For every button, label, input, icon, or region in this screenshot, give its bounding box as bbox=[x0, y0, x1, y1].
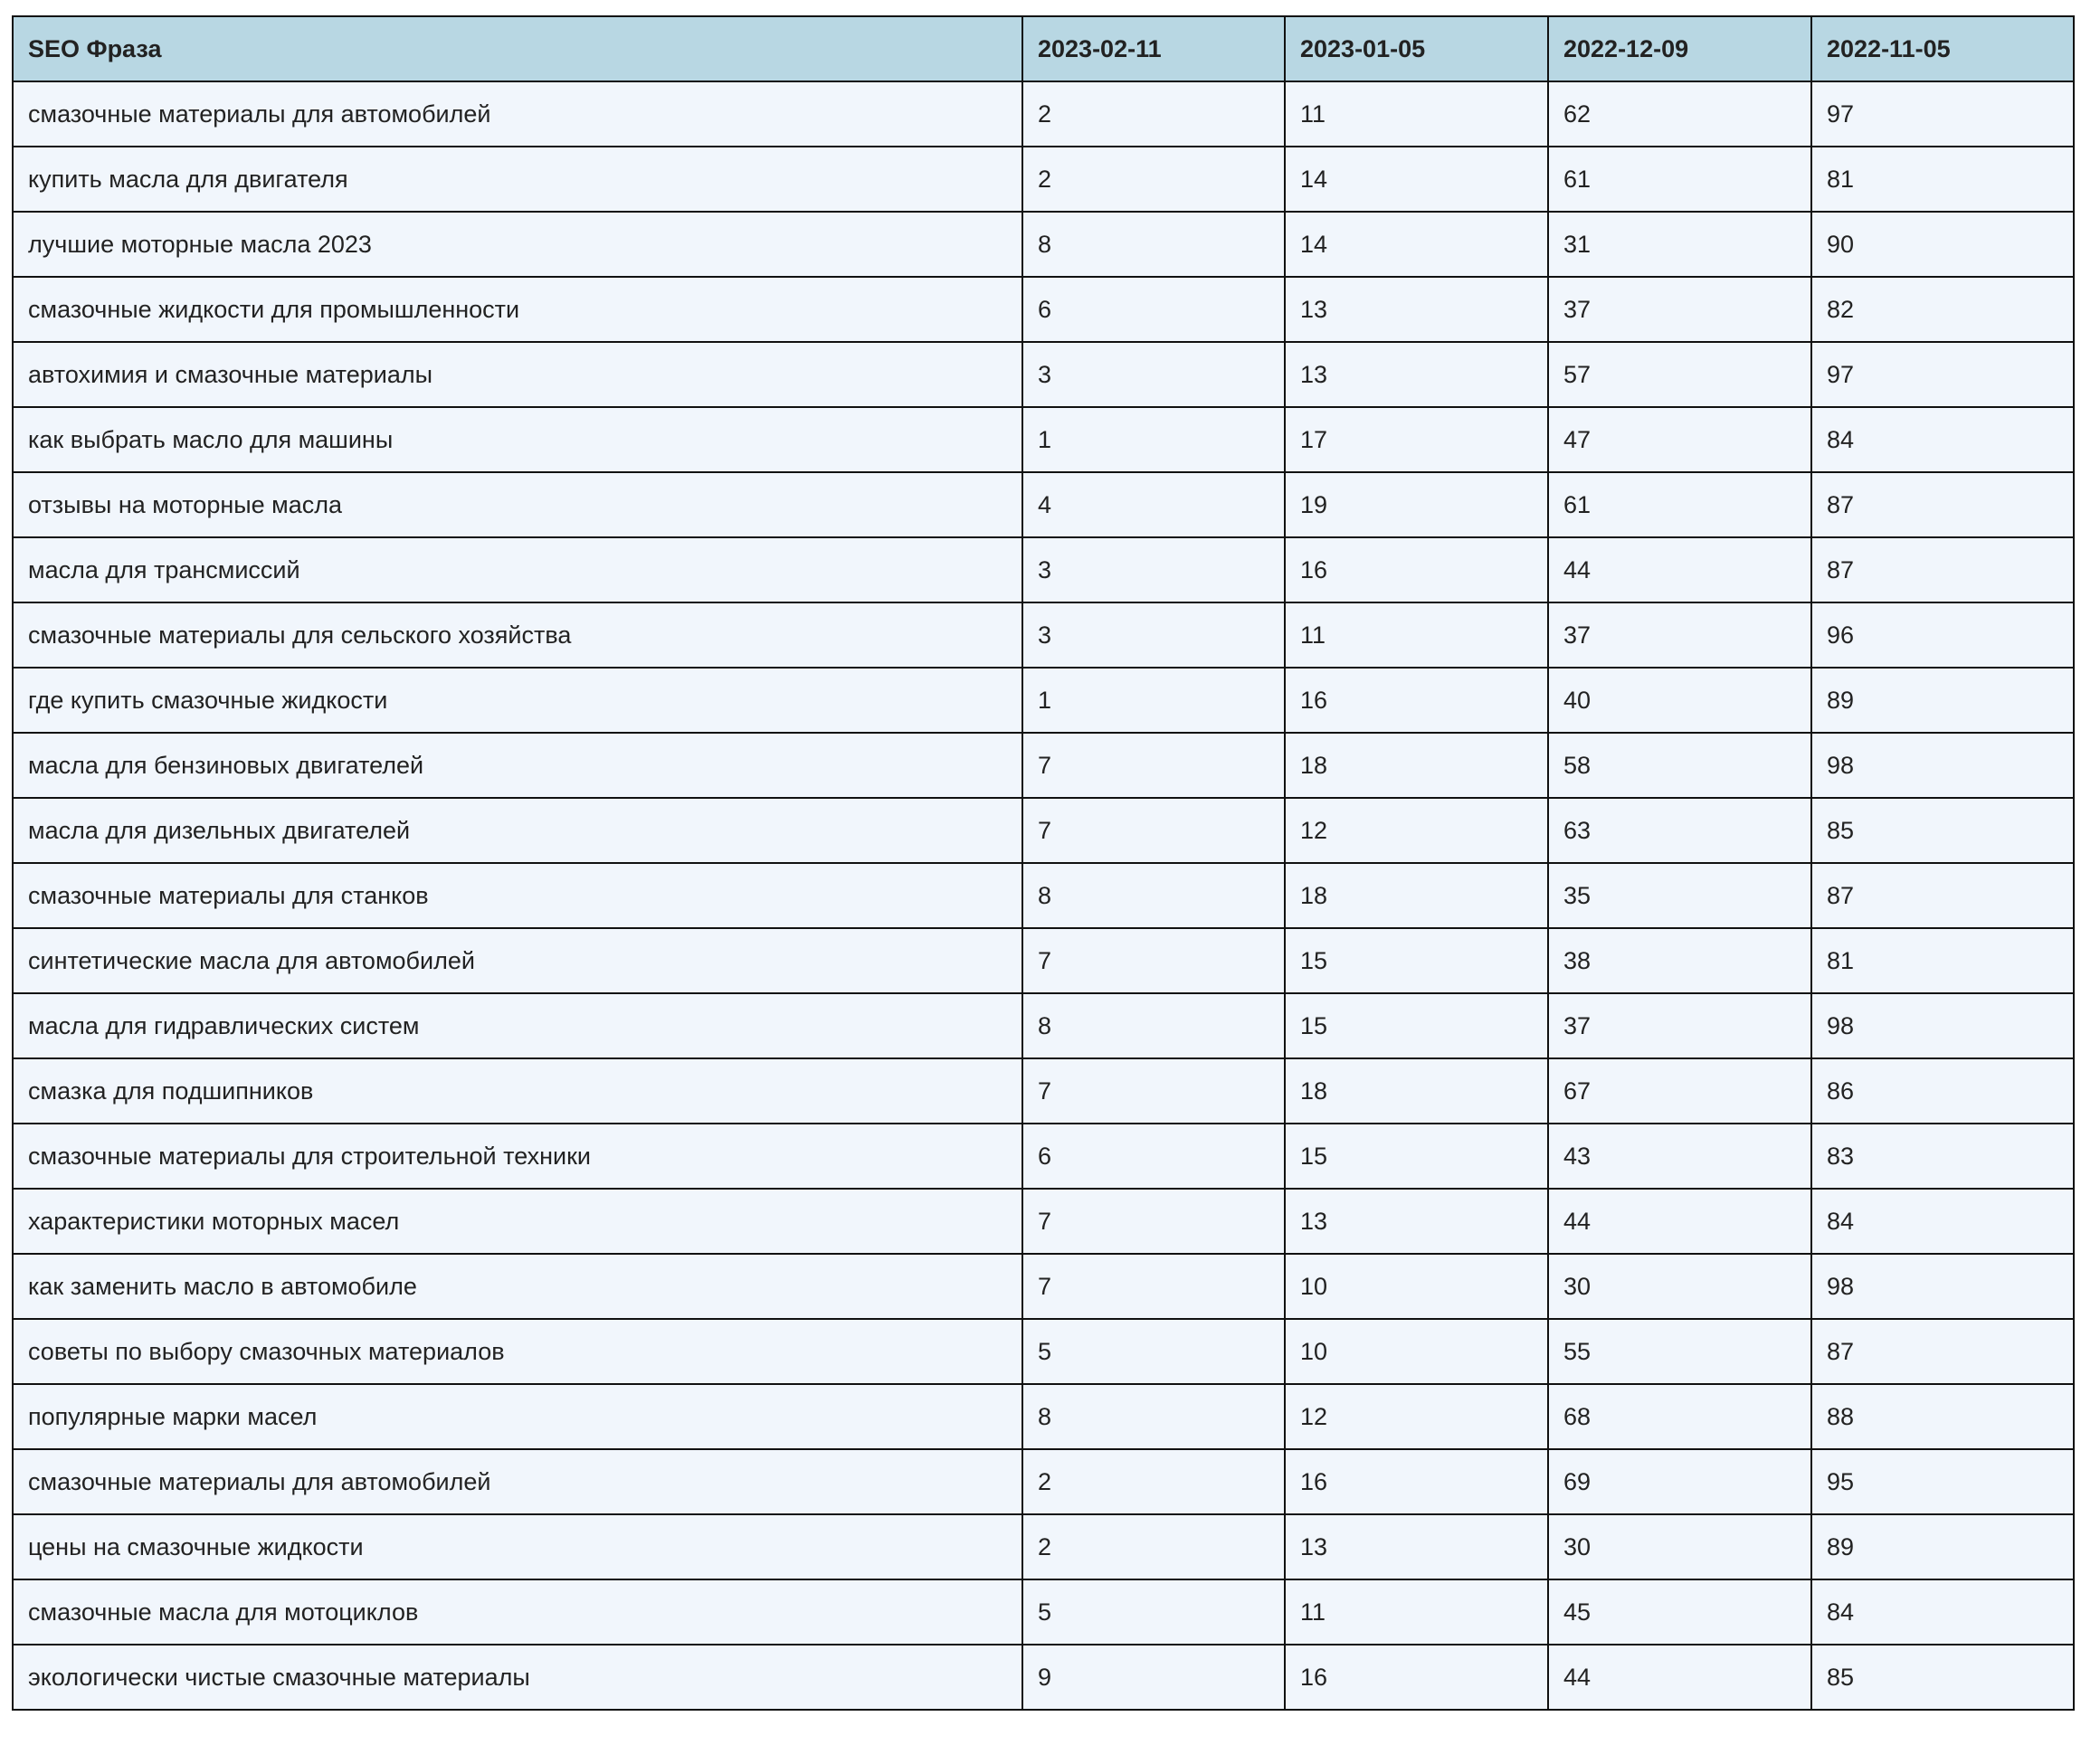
cell-date-2: 16 bbox=[1285, 1449, 1548, 1514]
cell-date-1: 7 bbox=[1022, 1058, 1285, 1124]
cell-date-1: 8 bbox=[1022, 212, 1285, 277]
cell-date-1: 8 bbox=[1022, 863, 1285, 928]
header-seo-phrase[interactable]: SEO Фраза bbox=[13, 16, 1022, 81]
cell-date-3: 44 bbox=[1548, 1189, 1811, 1254]
cell-date-4: 97 bbox=[1811, 81, 2074, 147]
cell-date-3: 37 bbox=[1548, 602, 1811, 668]
cell-date-2: 18 bbox=[1285, 733, 1548, 798]
cell-date-2: 18 bbox=[1285, 863, 1548, 928]
table-row bbox=[13, 1579, 2074, 1645]
table-row bbox=[13, 81, 2074, 147]
cell-phrase: смазочные материалы для сельского хозяйства bbox=[13, 602, 1022, 668]
cell-phrase: смазочные материалы для строительной техники bbox=[13, 1124, 1022, 1189]
cell-date-4: 84 bbox=[1811, 407, 2074, 472]
cell-date-2: 17 bbox=[1285, 407, 1548, 472]
cell-date-2: 10 bbox=[1285, 1319, 1548, 1384]
table-row bbox=[13, 342, 2074, 407]
cell-date-4: 95 bbox=[1811, 1449, 2074, 1514]
cell-date-2: 11 bbox=[1285, 1579, 1548, 1645]
cell-date-4: 84 bbox=[1811, 1579, 2074, 1645]
cell-phrase: смазочные материалы для станков bbox=[13, 863, 1022, 928]
cell-date-3: 43 bbox=[1548, 1124, 1811, 1189]
table-row bbox=[13, 1058, 2074, 1124]
cell-phrase: смазочные масла для мотоциклов bbox=[13, 1579, 1022, 1645]
cell-date-2: 13 bbox=[1285, 1189, 1548, 1254]
cell-date-4: 86 bbox=[1811, 1058, 2074, 1124]
cell-date-1: 7 bbox=[1022, 1254, 1285, 1319]
table-row bbox=[13, 798, 2074, 863]
cell-phrase: смазочные материалы для автомобилей bbox=[13, 81, 1022, 147]
cell-date-1: 9 bbox=[1022, 1645, 1285, 1710]
cell-date-4: 84 bbox=[1811, 1189, 2074, 1254]
cell-date-4: 87 bbox=[1811, 863, 2074, 928]
cell-phrase: масла для дизельных двигателей bbox=[13, 798, 1022, 863]
cell-date-2: 14 bbox=[1285, 147, 1548, 212]
cell-date-3: 30 bbox=[1548, 1254, 1811, 1319]
cell-date-1: 6 bbox=[1022, 1124, 1285, 1189]
table-body bbox=[13, 81, 2074, 1710]
cell-date-2: 10 bbox=[1285, 1254, 1548, 1319]
cell-date-1: 3 bbox=[1022, 602, 1285, 668]
cell-phrase: как выбрать масло для машины bbox=[13, 407, 1022, 472]
table-row bbox=[13, 1254, 2074, 1319]
cell-date-3: 30 bbox=[1548, 1514, 1811, 1579]
table-row bbox=[13, 212, 2074, 277]
cell-date-4: 89 bbox=[1811, 668, 2074, 733]
table-row bbox=[13, 407, 2074, 472]
cell-date-4: 97 bbox=[1811, 342, 2074, 407]
cell-date-3: 61 bbox=[1548, 147, 1811, 212]
cell-date-3: 67 bbox=[1548, 1058, 1811, 1124]
header-date-3[interactable]: 2022-12-09 bbox=[1548, 16, 1811, 81]
cell-phrase: экологически чистые смазочные материалы bbox=[13, 1645, 1022, 1710]
cell-date-3: 44 bbox=[1548, 1645, 1811, 1710]
table-row bbox=[13, 733, 2074, 798]
cell-date-2: 16 bbox=[1285, 537, 1548, 602]
table-row bbox=[13, 472, 2074, 537]
cell-date-3: 69 bbox=[1548, 1449, 1811, 1514]
cell-date-2: 11 bbox=[1285, 81, 1548, 147]
cell-phrase: масла для бензиновых двигателей bbox=[13, 733, 1022, 798]
cell-date-4: 98 bbox=[1811, 733, 2074, 798]
cell-date-2: 13 bbox=[1285, 277, 1548, 342]
cell-date-4: 81 bbox=[1811, 928, 2074, 993]
cell-phrase: цены на смазочные жидкости bbox=[13, 1514, 1022, 1579]
cell-phrase: купить масла для двигателя bbox=[13, 147, 1022, 212]
seo-positions-table bbox=[12, 15, 2075, 1711]
table-row bbox=[13, 1384, 2074, 1449]
cell-date-3: 47 bbox=[1548, 407, 1811, 472]
cell-phrase: смазочные жидкости для промышленности bbox=[13, 277, 1022, 342]
table-row bbox=[13, 602, 2074, 668]
cell-phrase: масла для трансмиссий bbox=[13, 537, 1022, 602]
cell-date-3: 37 bbox=[1548, 277, 1811, 342]
cell-date-1: 7 bbox=[1022, 733, 1285, 798]
cell-phrase: смазочные материалы для автомобилей bbox=[13, 1449, 1022, 1514]
table-row bbox=[13, 1189, 2074, 1254]
cell-date-4: 82 bbox=[1811, 277, 2074, 342]
cell-date-2: 14 bbox=[1285, 212, 1548, 277]
cell-date-2: 13 bbox=[1285, 342, 1548, 407]
table-row bbox=[13, 277, 2074, 342]
cell-date-1: 7 bbox=[1022, 798, 1285, 863]
table-header-row bbox=[13, 16, 2074, 81]
cell-date-2: 11 bbox=[1285, 602, 1548, 668]
cell-date-3: 68 bbox=[1548, 1384, 1811, 1449]
cell-date-4: 98 bbox=[1811, 1254, 2074, 1319]
cell-phrase: характеристики моторных масел bbox=[13, 1189, 1022, 1254]
cell-date-1: 5 bbox=[1022, 1319, 1285, 1384]
cell-date-3: 40 bbox=[1548, 668, 1811, 733]
cell-date-2: 15 bbox=[1285, 993, 1548, 1058]
table-row bbox=[13, 993, 2074, 1058]
cell-date-1: 6 bbox=[1022, 277, 1285, 342]
table-row bbox=[13, 1319, 2074, 1384]
header-date-2[interactable]: 2023-01-05 bbox=[1285, 16, 1548, 81]
cell-phrase: популярные марки масел bbox=[13, 1384, 1022, 1449]
cell-date-1: 2 bbox=[1022, 147, 1285, 212]
cell-date-3: 55 bbox=[1548, 1319, 1811, 1384]
cell-date-3: 62 bbox=[1548, 81, 1811, 147]
cell-phrase: отзывы на моторные масла bbox=[13, 472, 1022, 537]
table-row bbox=[13, 863, 2074, 928]
cell-date-3: 61 bbox=[1548, 472, 1811, 537]
cell-phrase: синтетические масла для автомобилей bbox=[13, 928, 1022, 993]
cell-date-1: 4 bbox=[1022, 472, 1285, 537]
cell-date-1: 2 bbox=[1022, 1514, 1285, 1579]
cell-phrase: где купить смазочные жидкости bbox=[13, 668, 1022, 733]
cell-date-3: 38 bbox=[1548, 928, 1811, 993]
cell-date-4: 83 bbox=[1811, 1124, 2074, 1189]
cell-date-4: 87 bbox=[1811, 472, 2074, 537]
cell-date-1: 1 bbox=[1022, 407, 1285, 472]
cell-date-4: 89 bbox=[1811, 1514, 2074, 1579]
cell-date-4: 96 bbox=[1811, 602, 2074, 668]
table-row bbox=[13, 1645, 2074, 1710]
table-row bbox=[13, 537, 2074, 602]
table-row bbox=[13, 928, 2074, 993]
table-row bbox=[13, 1514, 2074, 1579]
cell-date-3: 57 bbox=[1548, 342, 1811, 407]
cell-date-4: 81 bbox=[1811, 147, 2074, 212]
cell-date-4: 88 bbox=[1811, 1384, 2074, 1449]
cell-phrase: советы по выбору смазочных материалов bbox=[13, 1319, 1022, 1384]
cell-date-1: 2 bbox=[1022, 81, 1285, 147]
cell-date-3: 45 bbox=[1548, 1579, 1811, 1645]
cell-phrase: масла для гидравлических систем bbox=[13, 993, 1022, 1058]
header-date-4[interactable]: 2022-11-05 bbox=[1811, 16, 2074, 81]
cell-date-1: 8 bbox=[1022, 1384, 1285, 1449]
cell-phrase: как заменить масло в автомобиле bbox=[13, 1254, 1022, 1319]
cell-phrase: автохимия и смазочные материалы bbox=[13, 342, 1022, 407]
cell-date-2: 15 bbox=[1285, 928, 1548, 993]
table-container bbox=[12, 15, 2075, 1711]
cell-date-4: 85 bbox=[1811, 798, 2074, 863]
cell-date-4: 87 bbox=[1811, 1319, 2074, 1384]
cell-date-3: 63 bbox=[1548, 798, 1811, 863]
cell-date-2: 13 bbox=[1285, 1514, 1548, 1579]
cell-date-3: 37 bbox=[1548, 993, 1811, 1058]
header-date-1[interactable]: 2023-02-11 bbox=[1022, 16, 1285, 81]
cell-date-1: 1 bbox=[1022, 668, 1285, 733]
cell-date-2: 12 bbox=[1285, 1384, 1548, 1449]
cell-date-1: 5 bbox=[1022, 1579, 1285, 1645]
cell-date-3: 44 bbox=[1548, 537, 1811, 602]
cell-date-2: 12 bbox=[1285, 798, 1548, 863]
cell-date-1: 3 bbox=[1022, 342, 1285, 407]
cell-date-1: 2 bbox=[1022, 1449, 1285, 1514]
table-row bbox=[13, 147, 2074, 212]
cell-date-4: 98 bbox=[1811, 993, 2074, 1058]
cell-date-2: 15 bbox=[1285, 1124, 1548, 1189]
cell-date-3: 58 bbox=[1548, 733, 1811, 798]
cell-date-3: 35 bbox=[1548, 863, 1811, 928]
cell-date-2: 16 bbox=[1285, 668, 1548, 733]
cell-date-1: 3 bbox=[1022, 537, 1285, 602]
cell-phrase: лучшие моторные масла 2023 bbox=[13, 212, 1022, 277]
cell-phrase: смазка для подшипников bbox=[13, 1058, 1022, 1124]
table-row bbox=[13, 1124, 2074, 1189]
cell-date-2: 18 bbox=[1285, 1058, 1548, 1124]
cell-date-2: 16 bbox=[1285, 1645, 1548, 1710]
cell-date-4: 90 bbox=[1811, 212, 2074, 277]
cell-date-4: 85 bbox=[1811, 1645, 2074, 1710]
cell-date-4: 87 bbox=[1811, 537, 2074, 602]
cell-date-1: 7 bbox=[1022, 1189, 1285, 1254]
cell-date-1: 7 bbox=[1022, 928, 1285, 993]
cell-date-1: 8 bbox=[1022, 993, 1285, 1058]
cell-date-2: 19 bbox=[1285, 472, 1548, 537]
cell-date-3: 31 bbox=[1548, 212, 1811, 277]
table-row bbox=[13, 668, 2074, 733]
table-row bbox=[13, 1449, 2074, 1514]
